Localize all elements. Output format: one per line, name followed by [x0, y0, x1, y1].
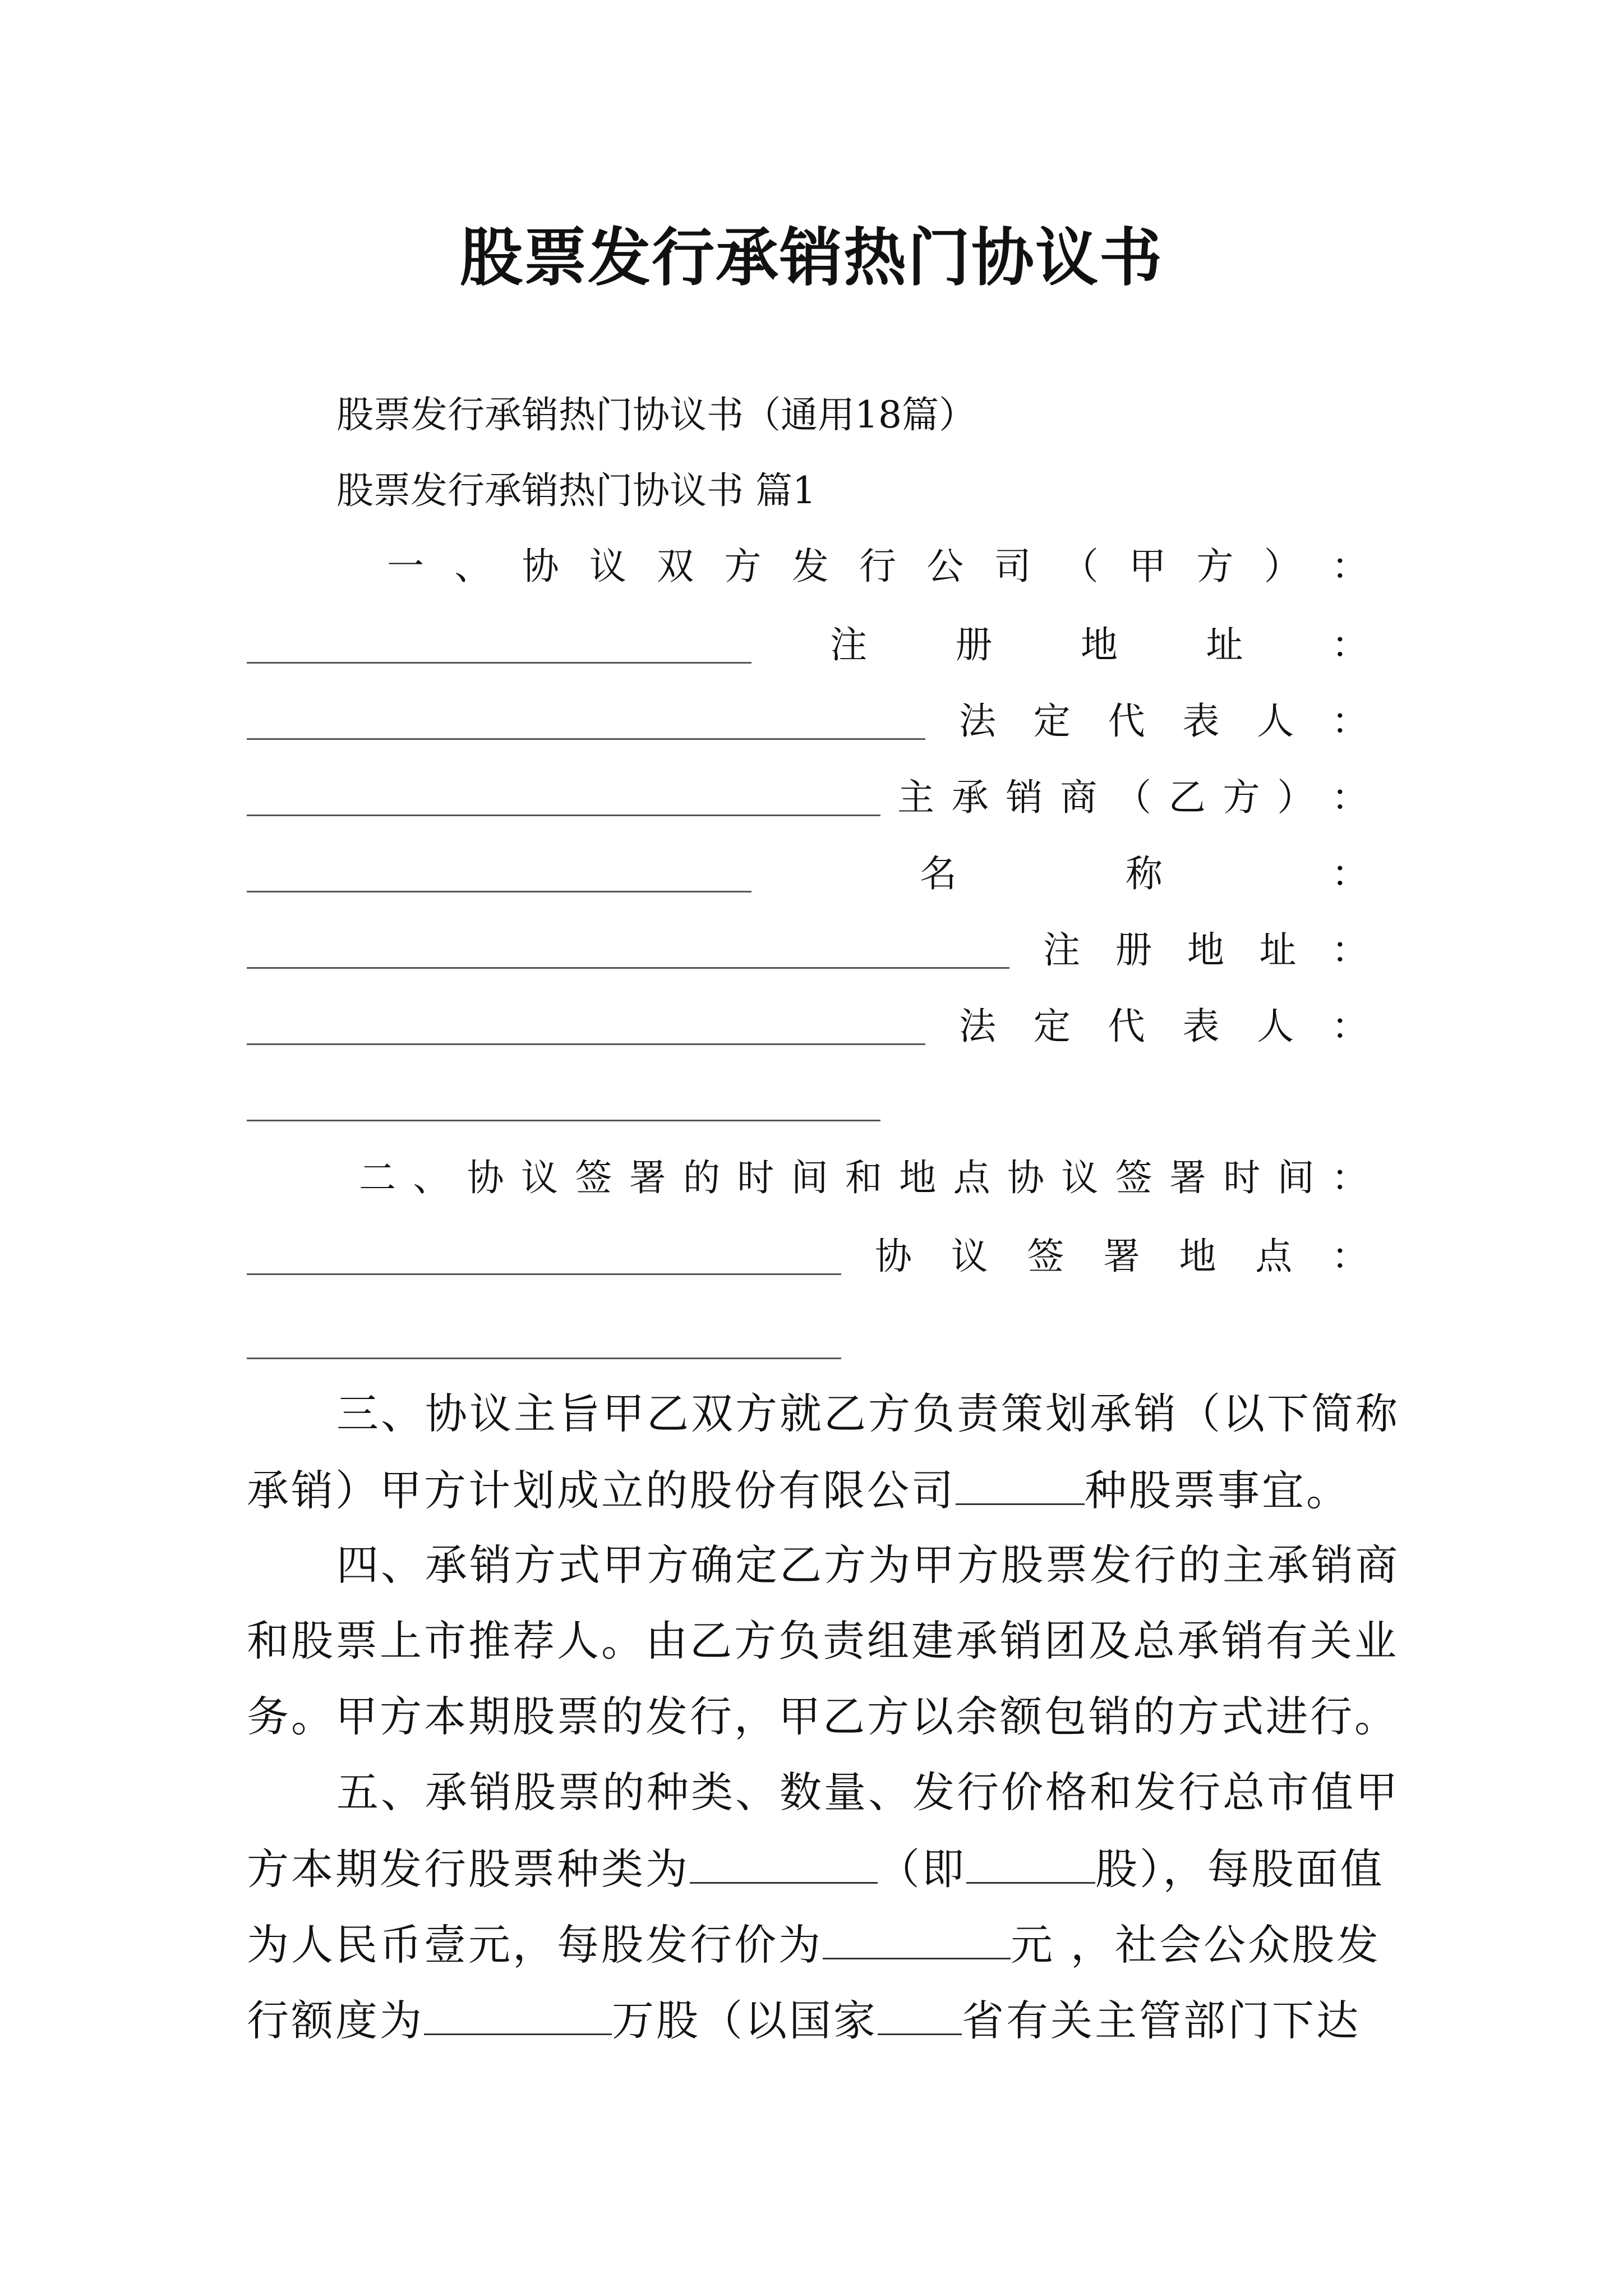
clause1-heading: 一 、 协 议 双 方 发 行 公 司 （ 甲 方 ） ： — [387, 545, 1368, 588]
signing-place-label: 协 议 签 署 地 点 ： — [875, 1235, 1368, 1278]
party-b-rep-blank[interactable] — [247, 1120, 880, 1121]
clause5-line3: 为人民币壹元，每股发行价为 元 ，社会公众股发 — [247, 1918, 1381, 1970]
party-b-address-label: 注 册 地 址 ： — [1043, 928, 1368, 972]
clause4-line1: 四、承销方式甲方确定乙方为甲方股票发行的主承销商 — [336, 1540, 1400, 1590]
share-class-blank[interactable] — [966, 1843, 1095, 1884]
clause5-line2: 方本期发行股票种类为 （即 股），每股面值 — [247, 1843, 1385, 1894]
section-heading: 股票发行承销热门协议书 篇1 — [336, 469, 816, 512]
party-b-address-blank[interactable] — [247, 1043, 925, 1045]
clause5-line4: 行额度为 万股（以国家 省有关主管部门下达 — [247, 1994, 1361, 2046]
document-subtitle: 股票发行承销热门协议书（通用18篇） — [336, 393, 976, 436]
clause4-line2: 和股票上市推荐人。由乙方负责组建承销团及总承销有关业 — [247, 1616, 1399, 1665]
lead-underwriter-label: 主 承 销 商 （ 乙 方 ） ： — [897, 776, 1368, 819]
lead-underwriter-blank[interactable] — [247, 891, 751, 892]
issue-amount-blank[interactable] — [424, 1994, 612, 2035]
clause3-line1: 三、协议主旨甲乙双方就乙方负责策划承销（以下简称 — [336, 1389, 1400, 1438]
party-a-address-label: 注 册 地 址 ： — [830, 623, 1368, 666]
clause5-line1: 五、承销股票的种类、数量、发行价格和发行总市值甲 — [336, 1768, 1400, 1817]
party-b-name-label: 名 称 ： — [920, 852, 1368, 895]
party-a-rep-label: 法 定 代 表 人 ： — [959, 700, 1368, 743]
party-a-address-blank[interactable] — [247, 738, 925, 740]
document-title: 股票发行承销热门协议书 — [460, 221, 1163, 295]
province-blank[interactable] — [878, 1994, 962, 2035]
clause3-line2: 承销）甲方计划成立的股份有限公司 种股票事宜。 — [247, 1464, 1350, 1516]
signing-time-blank[interactable] — [247, 1273, 841, 1275]
stock-type-blank[interactable] — [956, 1464, 1085, 1505]
party-a-rep-blank[interactable] — [247, 815, 880, 816]
issue-price-blank[interactable] — [823, 1918, 1011, 1959]
party-b-name-blank[interactable] — [247, 967, 1009, 969]
clause4-line3: 务。甲方本期股票的发行，甲乙方以余额包销的方式进行。 — [247, 1692, 1399, 1741]
party-b-rep-label: 法 定 代 表 人 ： — [959, 1005, 1368, 1048]
signing-place-blank[interactable] — [247, 1358, 841, 1359]
clause2-heading: 二 、 协 议 签 署 的 时 间 和 地 点 协 议 签 署 时 间 ： — [359, 1156, 1368, 1199]
issue-type-blank[interactable] — [690, 1843, 878, 1884]
party-a-name-blank[interactable] — [247, 662, 751, 664]
